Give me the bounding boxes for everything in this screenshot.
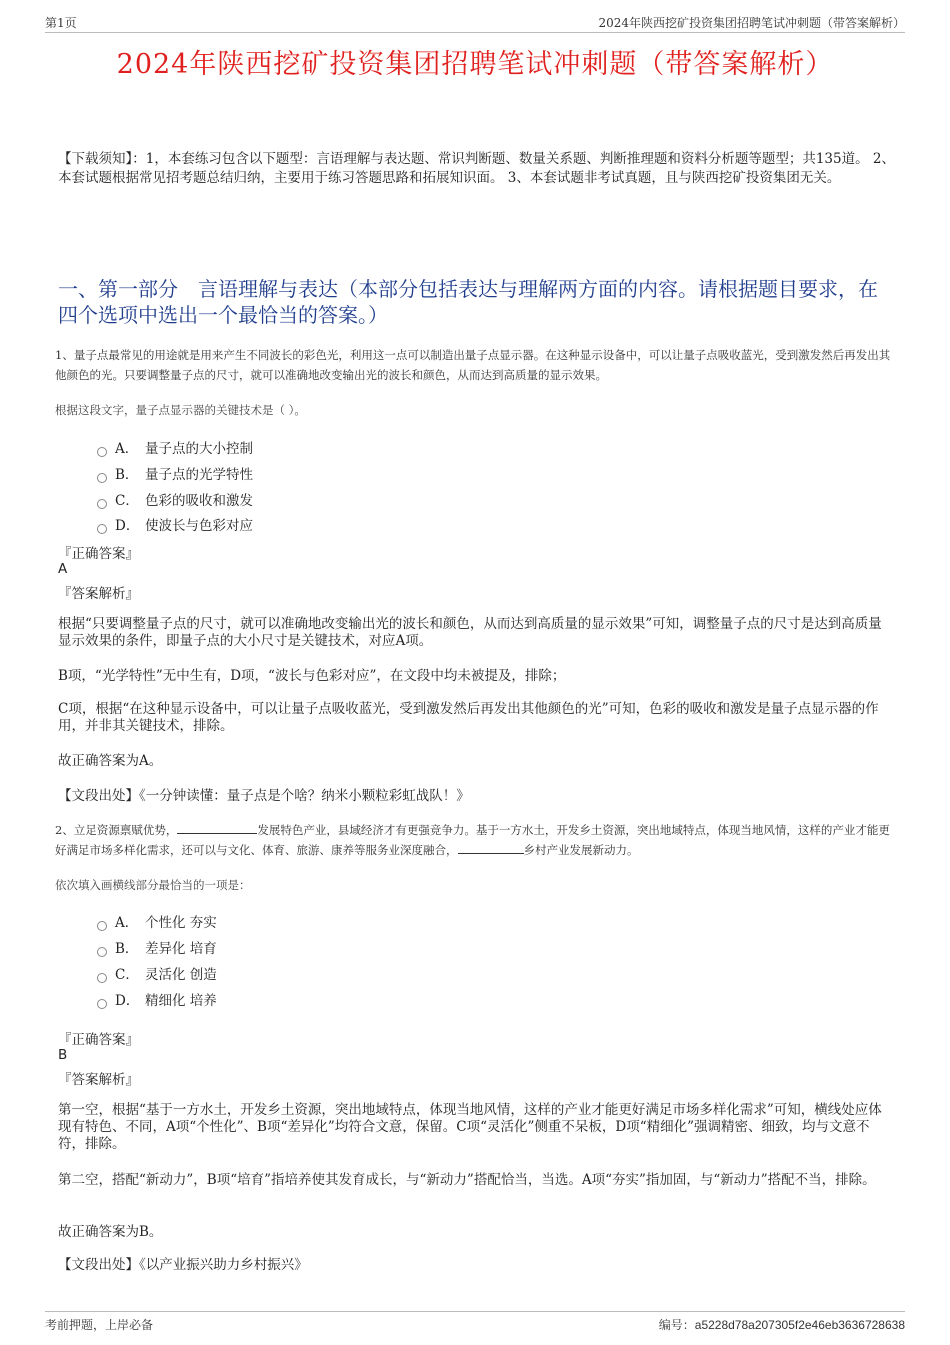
question-1-option-a[interactable]: A． 量子点的大小控制 bbox=[97, 437, 253, 457]
radio-icon[interactable] bbox=[97, 921, 107, 931]
question-1-analysis-para: 故正确答案为A。 bbox=[58, 753, 163, 769]
footer-slogan: 考前押题，上岸必备 bbox=[45, 1318, 154, 1332]
fill-blank bbox=[177, 821, 257, 834]
question-2-analysis-para: 第二空，搭配“新动力”，B项“培育”指培养使其发育成长，与“新动力”搭配恰当，当选。A项“夯实”指加固，与“新动力”搭配不当，排除。 bbox=[58, 1172, 876, 1188]
question-2-option-d[interactable]: D． 精细化 培养 bbox=[97, 989, 217, 1009]
question-1-option-b[interactable]: B． 量子点的光学特性 bbox=[97, 463, 253, 483]
radio-icon[interactable] bbox=[97, 973, 107, 983]
footer-code: 编号：a5228d78a207305f2e46eb3636728638 bbox=[658, 1318, 905, 1332]
radio-icon[interactable] bbox=[97, 473, 107, 483]
radio-icon[interactable] bbox=[97, 524, 107, 534]
fill-blank bbox=[458, 841, 524, 854]
question-2-option-b[interactable]: B． 差异化 培育 bbox=[97, 937, 217, 957]
page-footer bbox=[45, 1311, 905, 1336]
question-2-text: 2、立足资源禀赋优势， 发展特色产业，县域经济才有更强竞争力。基于一方水土，开发乡土资源，突出地域特点，体现当地风情，这样的产业才能更好满足市场多样化需求，还可以与文化、体育、旅游、康养等服务业深度融合， 乡村产业发展新动力。 bbox=[55, 823, 890, 857]
question-1-prompt: 根据这段文字，量子点显示器的关键技术是（ ）。 bbox=[55, 403, 306, 417]
question-1-analysis-para: 根据“只要调整量子点的尺寸，就可以准确地改变输出光的波长和颜色，从而达到高质量的显示效果”可知，调整量子点的尺寸是达到高质量显示效果的条件，即量子点的大小尺寸是关键技术，对应A项。 bbox=[58, 616, 882, 649]
question-1-analysis-para: C项，根据“在这种显示设备中，可以让量子点吸收蓝光，受到激发然后再发出其他颜色的光”可知，色彩的吸收和激发是量子点显示器的作用，并非其关键技术，排除。 bbox=[58, 701, 879, 734]
question-1-correct-answer: A bbox=[58, 561, 68, 577]
question-2-analysis-label: 『答案解析』 bbox=[58, 1072, 139, 1088]
question-2-prompt: 依次填入画横线部分最恰当的一项是： bbox=[55, 878, 251, 892]
page-number: 第1页 bbox=[45, 16, 77, 30]
question-2-option-a[interactable]: A． 个性化 夯实 bbox=[97, 911, 217, 931]
page-header bbox=[45, 14, 905, 33]
question-2-correct-answer: B bbox=[58, 1047, 68, 1063]
question-1-option-d[interactable]: D． 使波长与色彩对应 bbox=[97, 514, 253, 534]
question-1-analysis-label: 『答案解析』 bbox=[58, 586, 139, 602]
page-title: 2024年陕西挖矿投资集团招聘笔试冲刺题（带答案解析） bbox=[116, 49, 834, 80]
question-1-text: 1、量子点最常见的用途就是用来产生不同波长的彩色光，利用这一点可以制造出量子点显示器。在这种显示设备中，可以让量子点吸收蓝光，受到激发然后再发出其他颜色的光。只要调整量子点的尺寸，就可以准确地改变输出光的波长和颜色，从而达到高质量的显示效果。 bbox=[55, 348, 891, 382]
question-2-source: 【文段出处】《以产业振兴助力乡村振兴》 bbox=[58, 1257, 308, 1273]
question-2-option-c[interactable]: C． 灵活化 创造 bbox=[97, 963, 217, 983]
radio-icon[interactable] bbox=[97, 447, 107, 457]
question-1-option-c[interactable]: C． 色彩的吸收和激发 bbox=[97, 489, 253, 509]
question-1-analysis-para: B项，“光学特性”无中生有，D项，“波长与色彩对应”，在文段中均未被提及，排除； bbox=[58, 668, 566, 684]
question-2-analysis-para: 第一空，根据“基于一方水土，开发乡土资源，突出地域特点，体现当地风情，这样的产业才能更好满足市场多样化需求”可知，横线处应体现有特色、不同，A项“个性化”、B项“差异化”均符合文意，保留。C项“灵活化”侧重不呆板，D项“精细化”强调精密、细致，均与文意不符，排除。 bbox=[58, 1102, 882, 1152]
download-notice: 【下载须知】：1，本套练习包含以下题型：言语理解与表达题、常识判断题、数量关系题、判断推理题和资料分析题等题型；共135道。 2、本套试题根据常见招考题总结归纳，主要用于练习答题思路和拓展知识面。 3、本套试题非考试真题，且与陕西挖矿投资集团无关。 bbox=[58, 151, 895, 186]
radio-icon[interactable] bbox=[97, 499, 107, 509]
radio-icon[interactable] bbox=[97, 947, 107, 957]
section-heading: 一、第一部分 言语理解与表达（本部分包括表达与理解两方面的内容。请根据题目要求，在四个选项中选出一个最恰当的答案。） bbox=[58, 277, 878, 327]
question-2-analysis-para: 故正确答案为B。 bbox=[58, 1224, 163, 1240]
question-1-correct-label: 『正确答案』 bbox=[58, 546, 139, 562]
question-1-source: 【文段出处】《一分钟读懂：量子点是个啥？纳米小颗粒彩虹战队！》 bbox=[58, 788, 470, 804]
header-doc-title: 2024年陕西挖矿投资集团招聘笔试冲刺题（带答案解析） bbox=[598, 16, 905, 30]
radio-icon[interactable] bbox=[97, 999, 107, 1009]
question-2-correct-label: 『正确答案』 bbox=[58, 1032, 139, 1048]
